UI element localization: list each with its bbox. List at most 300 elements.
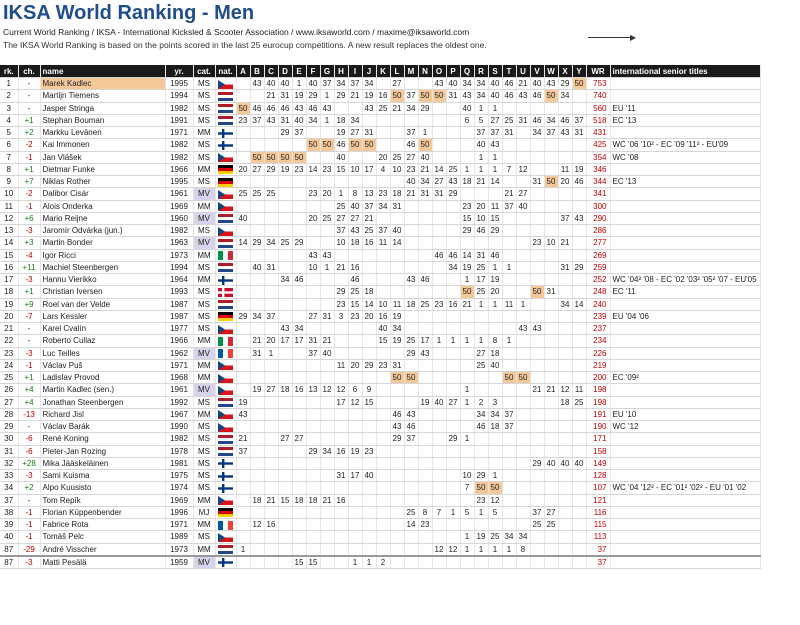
score-cell bbox=[348, 372, 362, 384]
score-cell bbox=[292, 396, 306, 408]
score-cell bbox=[558, 274, 572, 286]
score-cell: 46 bbox=[474, 225, 488, 237]
category-cell: MS bbox=[193, 445, 215, 457]
score-cell: 25 bbox=[474, 261, 488, 273]
flag-icon bbox=[218, 533, 233, 542]
score-cell: 37 bbox=[502, 408, 516, 420]
score-cell bbox=[558, 408, 572, 420]
score-cell bbox=[488, 188, 502, 200]
score-cell: 40 bbox=[320, 347, 334, 359]
score-cell bbox=[362, 421, 376, 433]
score-cell bbox=[404, 310, 418, 322]
score-cell bbox=[390, 176, 404, 188]
score-cell bbox=[516, 261, 530, 273]
score-cell bbox=[404, 200, 418, 212]
category-cell: MS bbox=[193, 78, 215, 90]
score-cell bbox=[278, 531, 292, 543]
score-cell: 43 bbox=[348, 225, 362, 237]
score-cell bbox=[530, 445, 544, 457]
titles-cell bbox=[610, 78, 760, 90]
score-cell: 25 bbox=[474, 286, 488, 298]
score-cell bbox=[348, 519, 362, 531]
score-cell bbox=[530, 421, 544, 433]
table-row bbox=[0, 298, 760, 310]
score-cell bbox=[306, 127, 320, 139]
score-cell bbox=[432, 482, 446, 494]
col-race: S bbox=[488, 65, 502, 78]
score-cell: 31 bbox=[334, 470, 348, 482]
score-cell bbox=[236, 519, 250, 531]
score-cell bbox=[404, 114, 418, 126]
score-cell bbox=[278, 225, 292, 237]
score-cell bbox=[236, 457, 250, 469]
titles-cell: WC '06 '10² - EC '09 '11² - EU'09 bbox=[610, 139, 760, 151]
col-year: yr. bbox=[165, 65, 193, 78]
score-cell: 15 bbox=[376, 335, 390, 347]
score-cell: 31 bbox=[362, 127, 376, 139]
score-cell bbox=[544, 151, 558, 163]
score-cell bbox=[404, 323, 418, 335]
score-cell bbox=[432, 102, 446, 114]
score-cell bbox=[376, 347, 390, 359]
score-cell bbox=[236, 494, 250, 506]
score-cell bbox=[572, 556, 586, 569]
world-ranking-points: 290 bbox=[586, 212, 610, 224]
flag-icon bbox=[218, 104, 233, 113]
flag-icon bbox=[218, 374, 233, 383]
score-cell bbox=[376, 408, 390, 420]
score-cell bbox=[516, 396, 530, 408]
subtitle: Current World Ranking / IKSA - International Kicksled & Scooter Association / www.iksaworld.com / maxime@iksaworld.com bbox=[3, 27, 470, 37]
score-cell: 40 bbox=[334, 151, 348, 163]
category-cell: MV bbox=[193, 384, 215, 396]
score-cell: 16 bbox=[334, 494, 348, 506]
score-cell: 29 bbox=[446, 188, 460, 200]
score-cell bbox=[558, 347, 572, 359]
score-cell bbox=[306, 543, 320, 556]
score-cell bbox=[236, 78, 250, 90]
score-cell: 20 bbox=[474, 200, 488, 212]
score-cell: 37 bbox=[376, 225, 390, 237]
birth-year-cell: 1969 bbox=[165, 200, 193, 212]
score-cell bbox=[516, 249, 530, 261]
category-cell: MM bbox=[193, 163, 215, 175]
score-cell: 37 bbox=[502, 421, 516, 433]
col-race: F bbox=[306, 65, 320, 78]
score-cell: 29 bbox=[236, 310, 250, 322]
world-ranking-points: 107 bbox=[586, 482, 610, 494]
score-cell bbox=[404, 556, 418, 569]
birth-year-cell: 1982 bbox=[165, 102, 193, 114]
score-cell bbox=[236, 286, 250, 298]
score-cell: 37 bbox=[264, 310, 278, 322]
score-cell bbox=[544, 261, 558, 273]
flag-icon bbox=[218, 447, 233, 456]
col-race: U bbox=[516, 65, 530, 78]
score-cell: 50 bbox=[488, 482, 502, 494]
score-cell: 1 bbox=[460, 531, 474, 543]
titles-cell: EC '13 bbox=[610, 114, 760, 126]
score-cell bbox=[572, 139, 586, 151]
score-cell bbox=[544, 298, 558, 310]
score-cell: 25 bbox=[418, 298, 432, 310]
score-cell bbox=[320, 372, 334, 384]
change-cell: -2 bbox=[18, 188, 40, 200]
score-cell bbox=[292, 543, 306, 556]
score-cell bbox=[236, 482, 250, 494]
score-cell bbox=[460, 445, 474, 457]
score-cell bbox=[446, 421, 460, 433]
score-cell bbox=[362, 151, 376, 163]
score-cell bbox=[264, 359, 278, 371]
nation-cell bbox=[215, 470, 236, 482]
score-cell: 21 bbox=[530, 384, 544, 396]
score-cell bbox=[362, 543, 376, 556]
score-cell: 25 bbox=[348, 286, 362, 298]
world-ranking-points: 116 bbox=[586, 506, 610, 518]
score-cell bbox=[236, 127, 250, 139]
score-cell bbox=[432, 359, 446, 371]
score-cell: 40 bbox=[250, 261, 264, 273]
score-cell bbox=[320, 323, 334, 335]
score-cell bbox=[348, 494, 362, 506]
score-cell bbox=[348, 482, 362, 494]
category-cell: MS bbox=[193, 531, 215, 543]
score-cell bbox=[460, 237, 474, 249]
change-cell: - bbox=[18, 78, 40, 90]
score-cell bbox=[250, 445, 264, 457]
birth-year-cell: 1982 bbox=[165, 151, 193, 163]
rank-cell: 18 bbox=[0, 286, 18, 298]
score-cell: 40 bbox=[516, 200, 530, 212]
score-cell bbox=[488, 323, 502, 335]
score-cell: 40 bbox=[278, 78, 292, 90]
score-cell: 21 bbox=[250, 335, 264, 347]
score-cell bbox=[488, 445, 502, 457]
table-row bbox=[0, 78, 760, 90]
score-cell bbox=[432, 274, 446, 286]
score-cell bbox=[348, 457, 362, 469]
score-cell bbox=[264, 421, 278, 433]
score-cell: 46 bbox=[558, 114, 572, 126]
nation-cell bbox=[215, 298, 236, 310]
score-cell bbox=[278, 347, 292, 359]
score-cell: 12 bbox=[348, 396, 362, 408]
table-row bbox=[0, 543, 760, 556]
birth-year-cell: 1982 bbox=[165, 433, 193, 445]
nation-cell bbox=[215, 114, 236, 126]
score-cell bbox=[460, 372, 474, 384]
score-cell bbox=[292, 445, 306, 457]
score-cell bbox=[474, 384, 488, 396]
score-cell bbox=[334, 323, 348, 335]
score-cell bbox=[432, 200, 446, 212]
flag-icon bbox=[218, 190, 233, 199]
col-race: A bbox=[236, 65, 250, 78]
table-row bbox=[0, 237, 760, 249]
score-cell bbox=[264, 298, 278, 310]
flag-icon bbox=[218, 312, 233, 321]
score-cell: 29 bbox=[292, 237, 306, 249]
change-cell: - bbox=[18, 494, 40, 506]
score-cell: 19 bbox=[474, 531, 488, 543]
score-cell: 27 bbox=[292, 433, 306, 445]
table-row bbox=[0, 188, 760, 200]
score-cell bbox=[558, 102, 572, 114]
score-cell bbox=[320, 506, 334, 518]
score-cell bbox=[306, 421, 320, 433]
titles-cell bbox=[610, 494, 760, 506]
score-cell bbox=[320, 200, 334, 212]
score-cell: 10 bbox=[474, 212, 488, 224]
birth-year-cell: 1968 bbox=[165, 372, 193, 384]
score-cell: 37 bbox=[558, 212, 572, 224]
score-cell bbox=[376, 519, 390, 531]
athlete-name: André Visscher bbox=[40, 543, 165, 556]
score-cell bbox=[278, 212, 292, 224]
score-cell: 46 bbox=[348, 274, 362, 286]
score-cell: 23 bbox=[432, 298, 446, 310]
athlete-name: Luc Teilles bbox=[40, 347, 165, 359]
score-cell: 40 bbox=[488, 78, 502, 90]
score-cell bbox=[558, 445, 572, 457]
score-cell: 37 bbox=[306, 347, 320, 359]
score-cell: 31 bbox=[572, 127, 586, 139]
world-ranking-points: 425 bbox=[586, 139, 610, 151]
rank-cell: 34 bbox=[0, 482, 18, 494]
score-cell bbox=[236, 274, 250, 286]
score-cell: 14 bbox=[432, 163, 446, 175]
score-cell: 14 bbox=[306, 163, 320, 175]
table-row bbox=[0, 457, 760, 469]
birth-year-cell: 1975 bbox=[165, 470, 193, 482]
score-cell: 37 bbox=[572, 114, 586, 126]
nation-cell bbox=[215, 188, 236, 200]
score-cell: 37 bbox=[404, 127, 418, 139]
change-cell: +4 bbox=[18, 396, 40, 408]
table-row bbox=[0, 249, 760, 261]
score-cell bbox=[320, 433, 334, 445]
score-cell bbox=[334, 543, 348, 556]
rank-cell: 40 bbox=[0, 531, 18, 543]
score-cell bbox=[544, 543, 558, 556]
score-cell: 43 bbox=[446, 176, 460, 188]
score-cell bbox=[572, 519, 586, 531]
score-cell bbox=[292, 408, 306, 420]
score-cell: 46 bbox=[418, 274, 432, 286]
change-cell: +1 bbox=[18, 163, 40, 175]
score-cell bbox=[572, 310, 586, 322]
category-cell: MM bbox=[193, 249, 215, 261]
flag-icon bbox=[218, 129, 233, 138]
score-cell: 19 bbox=[572, 163, 586, 175]
score-cell: 31 bbox=[474, 249, 488, 261]
score-cell bbox=[404, 494, 418, 506]
score-cell: 10 bbox=[376, 298, 390, 310]
score-cell bbox=[530, 249, 544, 261]
score-cell: 19 bbox=[418, 396, 432, 408]
category-cell: MM bbox=[193, 372, 215, 384]
table-row bbox=[0, 212, 760, 224]
birth-year-cell: 1995 bbox=[165, 176, 193, 188]
score-cell bbox=[376, 372, 390, 384]
score-cell bbox=[236, 323, 250, 335]
score-cell: 31 bbox=[502, 127, 516, 139]
nation-cell bbox=[215, 359, 236, 371]
score-cell: 1 bbox=[488, 543, 502, 556]
athlete-name: Hannu Vierikko bbox=[40, 274, 165, 286]
athlete-name: Jonathan Steenbergen bbox=[40, 396, 165, 408]
score-cell bbox=[390, 519, 404, 531]
score-cell bbox=[418, 114, 432, 126]
titles-cell bbox=[610, 188, 760, 200]
change-cell: -1 bbox=[18, 519, 40, 531]
table-row bbox=[0, 225, 760, 237]
score-cell: 25 bbox=[236, 188, 250, 200]
flag-icon bbox=[218, 80, 233, 89]
score-cell: 25 bbox=[250, 188, 264, 200]
score-cell bbox=[446, 531, 460, 543]
col-race: G bbox=[320, 65, 334, 78]
score-cell bbox=[544, 139, 558, 151]
score-cell bbox=[250, 506, 264, 518]
rank-cell: 37 bbox=[0, 494, 18, 506]
col-category: cat. bbox=[193, 65, 215, 78]
score-cell bbox=[348, 102, 362, 114]
score-cell bbox=[236, 200, 250, 212]
change-cell: - bbox=[18, 102, 40, 114]
score-cell: 46 bbox=[474, 421, 488, 433]
score-cell bbox=[516, 519, 530, 531]
score-cell: 7 bbox=[460, 482, 474, 494]
score-cell bbox=[390, 396, 404, 408]
score-cell: 34 bbox=[404, 102, 418, 114]
score-cell: 40 bbox=[306, 78, 320, 90]
nation-cell bbox=[215, 237, 236, 249]
score-cell bbox=[474, 457, 488, 469]
birth-year-cell: 1991 bbox=[165, 114, 193, 126]
score-cell bbox=[572, 286, 586, 298]
score-cell: 21 bbox=[460, 298, 474, 310]
athlete-name: Václav Barák bbox=[40, 421, 165, 433]
score-cell bbox=[292, 188, 306, 200]
score-cell bbox=[558, 359, 572, 371]
score-cell: 18 bbox=[488, 421, 502, 433]
rank-cell: 17 bbox=[0, 274, 18, 286]
score-cell bbox=[362, 335, 376, 347]
score-cell bbox=[292, 457, 306, 469]
score-cell: 34 bbox=[446, 261, 460, 273]
score-cell: 18 bbox=[292, 494, 306, 506]
birth-year-cell: 1987 bbox=[165, 310, 193, 322]
score-cell bbox=[530, 200, 544, 212]
category-cell: MM bbox=[193, 408, 215, 420]
score-cell bbox=[488, 433, 502, 445]
score-cell bbox=[432, 531, 446, 543]
col-race: N bbox=[418, 65, 432, 78]
birth-year-cell: 1973 bbox=[165, 249, 193, 261]
change-cell: -29 bbox=[18, 543, 40, 556]
score-cell: 31 bbox=[390, 200, 404, 212]
score-cell bbox=[418, 310, 432, 322]
score-cell: 4 bbox=[376, 163, 390, 175]
score-cell: 43 bbox=[292, 102, 306, 114]
score-cell bbox=[474, 556, 488, 569]
score-cell: 11 bbox=[572, 384, 586, 396]
score-cell: 29 bbox=[488, 225, 502, 237]
nation-cell bbox=[215, 543, 236, 556]
score-cell bbox=[320, 408, 334, 420]
score-cell: 19 bbox=[278, 163, 292, 175]
score-cell bbox=[264, 372, 278, 384]
score-cell bbox=[362, 408, 376, 420]
score-cell: 21 bbox=[516, 78, 530, 90]
titles-cell bbox=[610, 396, 760, 408]
world-ranking-points: 277 bbox=[586, 237, 610, 249]
score-cell bbox=[390, 494, 404, 506]
birth-year-cell: 1995 bbox=[165, 78, 193, 90]
table-row bbox=[0, 396, 760, 408]
category-cell: MS bbox=[193, 310, 215, 322]
score-cell bbox=[306, 433, 320, 445]
birth-year-cell: 1977 bbox=[165, 323, 193, 335]
score-cell bbox=[292, 519, 306, 531]
score-cell bbox=[250, 298, 264, 310]
flag-icon bbox=[218, 239, 233, 248]
score-cell bbox=[418, 421, 432, 433]
score-cell bbox=[530, 335, 544, 347]
score-cell: 29 bbox=[418, 102, 432, 114]
rank-cell: 24 bbox=[0, 359, 18, 371]
score-cell bbox=[236, 506, 250, 518]
score-cell: 23 bbox=[236, 114, 250, 126]
change-cell: - bbox=[18, 90, 40, 102]
score-cell: 43 bbox=[404, 274, 418, 286]
score-cell bbox=[432, 286, 446, 298]
score-cell bbox=[572, 90, 586, 102]
athlete-name: Dalibor Cisár bbox=[40, 188, 165, 200]
score-cell bbox=[250, 433, 264, 445]
table-row bbox=[0, 102, 760, 114]
score-cell: 43 bbox=[544, 78, 558, 90]
nation-cell bbox=[215, 396, 236, 408]
category-cell: MS bbox=[193, 457, 215, 469]
score-cell: 1 bbox=[432, 335, 446, 347]
nation-cell bbox=[215, 274, 236, 286]
score-cell: 20 bbox=[306, 212, 320, 224]
score-cell bbox=[558, 519, 572, 531]
table-row bbox=[0, 163, 760, 175]
score-cell bbox=[418, 494, 432, 506]
nation-cell bbox=[215, 506, 236, 518]
rank-cell: 19 bbox=[0, 298, 18, 310]
score-cell bbox=[236, 372, 250, 384]
score-cell: 10 bbox=[334, 237, 348, 249]
category-cell: MS bbox=[193, 225, 215, 237]
score-cell bbox=[558, 482, 572, 494]
score-cell: 34 bbox=[516, 531, 530, 543]
score-cell bbox=[320, 519, 334, 531]
score-cell: 1 bbox=[264, 347, 278, 359]
birth-year-cell: 1992 bbox=[165, 396, 193, 408]
score-cell: 50 bbox=[390, 372, 404, 384]
world-ranking-points: 226 bbox=[586, 347, 610, 359]
score-cell bbox=[278, 556, 292, 569]
score-cell bbox=[418, 556, 432, 569]
col-race: K bbox=[376, 65, 390, 78]
score-cell: 23 bbox=[292, 163, 306, 175]
nation-cell bbox=[215, 139, 236, 151]
